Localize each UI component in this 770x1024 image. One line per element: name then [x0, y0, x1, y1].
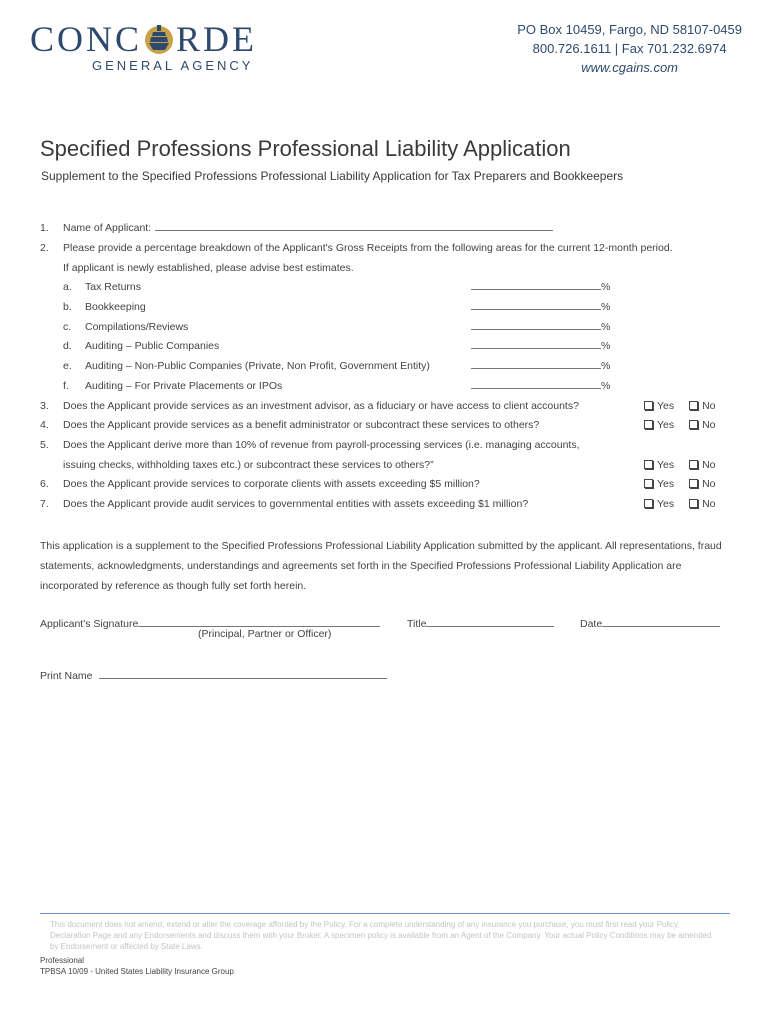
- question-text: If applicant is newly established, please advise best estimates.: [63, 262, 354, 274]
- question-text: Does the Applicant provide services as an investment advisor, as a fiduciary or have access to client accounts?: [63, 400, 579, 412]
- question-text: Does the Applicant provide services as a benefit administrator or subcontract these services to others?: [63, 419, 540, 431]
- question-text: Does the Applicant derive more than 10% of revenue from payroll-processing services (i.e. managing accounts,: [63, 439, 580, 451]
- percent-field[interactable]: [471, 378, 601, 389]
- yes-label: Yes: [657, 400, 675, 412]
- date-label: Date: [580, 618, 603, 630]
- signature-label: Applicant's Signature: [40, 618, 139, 630]
- question-number: 5.: [40, 439, 49, 451]
- question-number: 2.: [40, 242, 49, 254]
- logo-text-right: RDE: [176, 19, 258, 59]
- question-2-note: [40, 260, 730, 276]
- page-title: Specified Professions Professional Liability Application: [40, 136, 571, 161]
- question-number: 7.: [40, 498, 49, 510]
- question-4: [40, 417, 730, 433]
- percent-sign: %: [601, 321, 611, 333]
- signature-note: (Principal, Partner or Officer): [198, 628, 332, 640]
- footer-divider: [40, 913, 730, 914]
- date-row: [580, 616, 720, 630]
- yes-checkbox[interactable]: [644, 420, 653, 429]
- receipts-item-c: [40, 319, 730, 335]
- question-1: [40, 220, 730, 236]
- question-number: 4.: [40, 419, 49, 431]
- item-label: Auditing – Public Companies: [85, 340, 220, 352]
- percent-field[interactable]: [471, 338, 601, 349]
- question-text: Does the Applicant provide audit services to governmental entities with assets exceeding $1 million?: [63, 498, 529, 510]
- percent-field[interactable]: [471, 358, 601, 369]
- item-label: Tax Returns: [85, 281, 142, 293]
- percent-sign: %: [601, 340, 611, 352]
- question-number: 3.: [40, 400, 49, 412]
- footer-disclaimer: This document does not amend, extend or alter the coverage afforded by the Policy. For a complete understanding of any insurance you purchase, you must first read your Policy, Declaration Page and any Endorsements and discuss them with your Broker. A specimen policy is available from an Agent of the Company. Your actual Policy Conditions may be amended by Endorsement or affected by State Laws.: [50, 920, 712, 951]
- receipts-item-f: [40, 378, 730, 394]
- item-label: Bookkeeping: [85, 301, 146, 313]
- ship-icon: [144, 22, 174, 56]
- page-subtitle: Supplement to the Specified Professions Professional Liability Application for Tax Preparers and Bookkeepers: [41, 169, 624, 183]
- no-checkbox[interactable]: [689, 420, 698, 429]
- yes-checkbox[interactable]: [644, 479, 653, 488]
- question-number: 6.: [40, 478, 49, 490]
- item-letter: d.: [63, 340, 72, 352]
- no-checkbox[interactable]: [689, 479, 698, 488]
- percent-field[interactable]: [471, 299, 601, 310]
- question-6: [40, 476, 730, 492]
- applicant-name-field[interactable]: [155, 220, 553, 231]
- percent-sign: %: [601, 281, 611, 293]
- question-5-cont: [40, 457, 730, 473]
- percent-field[interactable]: [471, 319, 601, 330]
- print-name-row: [40, 668, 387, 682]
- title-row: [407, 616, 554, 630]
- percent-sign: %: [601, 360, 611, 372]
- yes-label: Yes: [657, 459, 675, 471]
- title-field[interactable]: [426, 616, 554, 627]
- item-letter: b.: [63, 301, 72, 313]
- no-label: No: [702, 478, 716, 490]
- no-label: No: [702, 459, 716, 471]
- title-label: Title: [407, 618, 427, 630]
- no-label: No: [702, 498, 716, 510]
- yes-checkbox[interactable]: [644, 499, 653, 508]
- footer-line-1: Professional: [40, 956, 85, 965]
- address: PO Box 10459, Fargo, ND 58107-0459: [517, 22, 742, 37]
- no-checkbox[interactable]: [689, 460, 698, 469]
- question-text: Name of Applicant:: [63, 222, 152, 234]
- footer-line-2: TPBSA 10/09 - United States Liability Insurance Group: [40, 967, 234, 976]
- receipts-item-a: [40, 279, 730, 295]
- no-checkbox[interactable]: [689, 401, 698, 410]
- yes-label: Yes: [657, 478, 675, 490]
- yes-checkbox[interactable]: [644, 460, 653, 469]
- question-text: Please provide a percentage breakdown of the Applicant's Gross Receipts from the following areas for the current 12-month period.: [63, 242, 673, 254]
- question-3: [40, 398, 730, 414]
- percent-sign: %: [601, 301, 611, 313]
- item-label: Auditing – For Private Placements or IPOs: [85, 380, 283, 392]
- logo-text-left: CONC: [30, 19, 143, 59]
- contact-block: [517, 20, 742, 77]
- item-letter: f.: [63, 380, 69, 392]
- question-text: Does the Applicant provide services to corporate clients with assets exceeding $5 million?: [63, 478, 480, 490]
- no-label: No: [702, 419, 716, 431]
- percent-field[interactable]: [471, 279, 601, 290]
- item-label: Compilations/Reviews: [85, 321, 189, 333]
- receipts-item-d: [40, 338, 730, 354]
- no-label: No: [702, 400, 716, 412]
- signature-field[interactable]: [138, 616, 380, 627]
- question-5: [40, 437, 730, 453]
- date-field[interactable]: [602, 616, 720, 627]
- receipts-item-e: [40, 358, 730, 374]
- yes-label: Yes: [657, 498, 675, 510]
- receipts-item-b: [40, 299, 730, 315]
- item-letter: c.: [63, 321, 72, 333]
- item-letter: e.: [63, 360, 72, 372]
- print-name-field[interactable]: [99, 668, 387, 679]
- logo-wordmark: [30, 18, 257, 60]
- website-link[interactable]: www.cgains.com: [581, 60, 679, 75]
- logo-subtitle: GENERAL AGENCY: [92, 58, 254, 73]
- item-letter: a.: [63, 281, 72, 293]
- no-checkbox[interactable]: [689, 499, 698, 508]
- supplement-statement: This application is a supplement to the Specified Professions Professional Liability Application submitted by the applicant. All representations, fraud statements, acknowledgments, understandings and agreements set forth in the Specified Professions Professional Liability Application are incorporated by reference as though fully set forth herein.: [40, 540, 722, 592]
- yes-checkbox[interactable]: [644, 401, 653, 410]
- phone-fax: 800.726.1611 | Fax 701.232.6974: [532, 41, 727, 56]
- company-logo: [30, 18, 270, 78]
- question-number: 1.: [40, 222, 49, 234]
- question-2: [40, 240, 730, 256]
- print-name-label: Print Name: [40, 670, 93, 682]
- item-label: Auditing – Non-Public Companies (Private, Non Profit, Government Entity): [85, 360, 430, 372]
- question-text: issuing checks, withholding taxes etc.) or subcontract these services to others?”: [63, 459, 434, 471]
- percent-sign: %: [601, 380, 611, 392]
- question-7: [40, 496, 730, 512]
- yes-label: Yes: [657, 419, 675, 431]
